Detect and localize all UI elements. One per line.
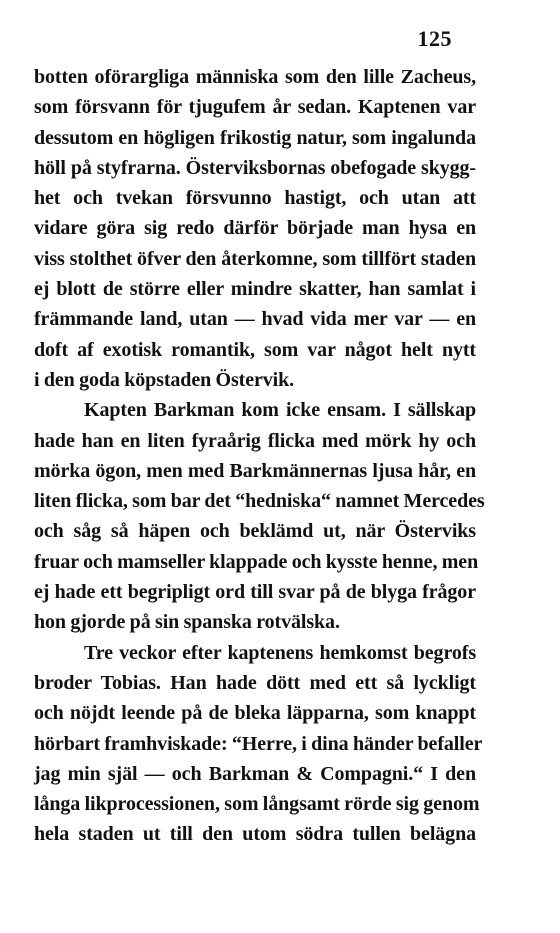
- text-line: viss stolthet öfver den återkomne, som tillfört staden: [34, 247, 476, 270]
- text-line: broder Tobias. Han hade dött med ett så lyckligt: [34, 671, 476, 694]
- text-line: långa likprocessionen, som långsamt rörde sig genom: [34, 793, 480, 816]
- text-line: hade han en liten fyraårig flicka med mörk hy och: [34, 429, 476, 452]
- text-line: och nöjdt leende på de bleka läpparna, som knappt: [34, 702, 476, 725]
- text-line: och såg så häpen och beklämd ut, när Österviks: [34, 520, 476, 543]
- text-line: hörbart framhviskade: “Herre, i dina händer befaller: [34, 732, 483, 755]
- text-line: ej hade ett begripligt ord till svar på de blyga frågor: [34, 581, 476, 604]
- text-line: botten oförargliga människa som den lille Zacheus,: [34, 66, 476, 88]
- text-line: vidare göra sig redo därför började man hysa en: [34, 217, 476, 240]
- text-line: het och tvekan försvunno hastigt, och utan att: [34, 187, 476, 210]
- paragraph-end-line: hon gjorde på sin spanska rotvälska.: [34, 611, 340, 634]
- paragraph-start-line: Tre veckor efter kaptenens hemkomst begrofs: [84, 641, 476, 664]
- text-line: främmande land, utan — hvad vida mer var — en: [34, 308, 476, 331]
- text-line: fruar och mamseller klappade och kysste henne, men: [34, 550, 479, 573]
- text-line: som försvann för tjugufem år sedan. Kaptenen var: [34, 96, 476, 119]
- text-line: höll på styfrarna. Österviksbornas obefogade skygg-: [34, 156, 476, 179]
- text-line: dessutom en högligen frikostig natur, som ingalunda: [34, 126, 476, 149]
- page-number: 125: [417, 26, 452, 51]
- text-line: liten flicka, som bar det “hedniska“ namnet Mercedes: [34, 490, 485, 513]
- body-text: [34, 62, 485, 850]
- text-line: mörka ögon, men med Barkmännernas ljusa hår, en: [34, 459, 476, 482]
- paragraph-end-line: i den goda köpstaden Östervik.: [34, 368, 295, 391]
- text-line: jag min själ — och Barkman & Compagni.“ I den: [34, 762, 476, 785]
- text-line: hela staden ut till den utom södra tullen belägna: [34, 823, 476, 846]
- text-line: doft af exotisk romantik, som var något helt nytt: [34, 338, 476, 361]
- paragraph-start-line: Kapten Barkman kom icke ensam. I sällskap: [84, 399, 476, 422]
- text-line: ej blott de större eller mindre skatter, han samlat i: [34, 278, 476, 301]
